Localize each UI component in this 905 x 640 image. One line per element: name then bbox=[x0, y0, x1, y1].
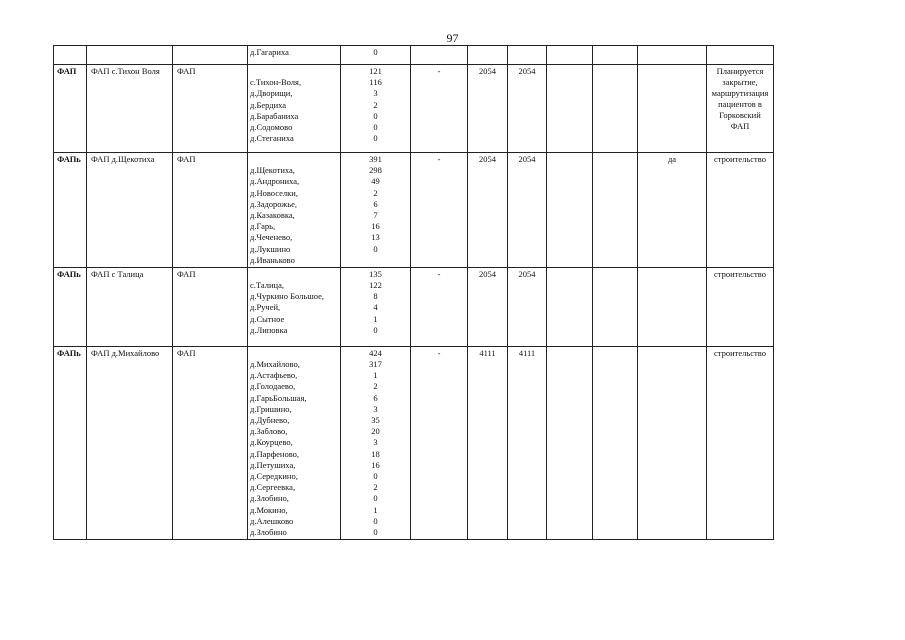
year-b-cell bbox=[508, 46, 547, 65]
dash-cell bbox=[411, 46, 468, 65]
facility-type-cell bbox=[54, 46, 87, 65]
population-value: 0 bbox=[373, 515, 378, 526]
facility-kind-cell bbox=[173, 46, 248, 65]
settlement-name: д.Коурцево, bbox=[250, 437, 293, 448]
year-a-cell: 4111 bbox=[468, 346, 508, 539]
settlement-name: д.Злобино bbox=[250, 526, 287, 537]
extra-cell bbox=[638, 267, 707, 346]
population-cell bbox=[341, 267, 411, 346]
settlement-name: д.Парфеново, bbox=[250, 448, 300, 459]
population-value: 8 bbox=[373, 291, 378, 302]
settlements-cell bbox=[248, 65, 341, 153]
settlement-name: д.Середкино, bbox=[250, 470, 298, 481]
settlement-name: д.Алешково bbox=[250, 515, 294, 526]
empty-cell bbox=[547, 346, 593, 539]
facility-name-cell bbox=[87, 46, 173, 65]
table-row bbox=[54, 267, 854, 346]
settlement-name: д.Липовка bbox=[250, 324, 288, 335]
population-value: 0 bbox=[373, 493, 378, 504]
settlement-name: д.Барабаниха bbox=[250, 110, 299, 121]
empty-cell bbox=[593, 267, 638, 346]
population-value: 317 bbox=[369, 359, 382, 370]
settlement-name: с.Талица, bbox=[250, 280, 284, 291]
facility-table bbox=[53, 45, 854, 540]
facility-kind-cell: ФАП bbox=[173, 153, 248, 268]
population-value: 2 bbox=[373, 187, 378, 198]
empty-cell bbox=[593, 346, 638, 539]
population-value: 121 bbox=[369, 66, 382, 76]
settlement-name: д.Чуркино Большое, bbox=[250, 291, 325, 302]
population-value: 0 bbox=[373, 526, 378, 537]
facility-name-cell: ФАП д.Щекотиха bbox=[87, 153, 173, 268]
dash-cell: - bbox=[411, 346, 468, 539]
settlement-name: д.Содомово bbox=[250, 121, 293, 132]
population-value: 116 bbox=[369, 77, 382, 88]
year-a-cell bbox=[468, 46, 508, 65]
table-row bbox=[54, 65, 854, 153]
year-b-cell: 2054 bbox=[508, 153, 547, 268]
settlement-name: д.Гарь, bbox=[250, 221, 276, 232]
settlement-name: д.Сытное bbox=[250, 313, 285, 324]
empty-cell bbox=[547, 267, 593, 346]
facility-kind-cell: ФАП bbox=[173, 65, 248, 153]
settlement-name: д.Астафьево, bbox=[250, 370, 298, 381]
population-value: 0 bbox=[373, 324, 378, 335]
settlement-name: д.Дубнево, bbox=[250, 415, 290, 425]
note-cell: Планируется закрытие, маршрутизация пациентов в Горковский ФАП bbox=[707, 65, 774, 153]
settlement-name: д.Ручей, bbox=[250, 302, 281, 313]
population-value: 16 bbox=[371, 459, 380, 470]
population-value: 49 bbox=[371, 176, 380, 187]
settlement-name: д.Чеченево, bbox=[250, 232, 293, 243]
dash-cell: - bbox=[411, 267, 468, 346]
population-value: 6 bbox=[373, 392, 378, 403]
settlement-name: с.Тихон-Воля, bbox=[250, 77, 302, 88]
facility-kind-cell: ФАП bbox=[173, 267, 248, 346]
page-number: 97 bbox=[446, 31, 459, 45]
settlement-name: д.Бердиха bbox=[250, 99, 287, 110]
settlement-name: д.Казаковка, bbox=[250, 209, 295, 220]
note-cell: строительство bbox=[707, 267, 774, 346]
settlement-name: д.Лукшино bbox=[250, 243, 291, 254]
year-b-cell: 2054 bbox=[508, 267, 547, 346]
population-value: 2 bbox=[373, 99, 378, 110]
population-value: 7 bbox=[373, 209, 378, 220]
settlement-name: д.Заблово, bbox=[250, 426, 288, 437]
empty-cell bbox=[547, 65, 593, 153]
population-value: 1 bbox=[373, 504, 378, 515]
population-value: 4 bbox=[373, 302, 378, 313]
table-body bbox=[54, 46, 854, 540]
extra-cell bbox=[638, 346, 707, 539]
settlement-name: д.Петушиха, bbox=[250, 459, 296, 470]
note-cell bbox=[707, 46, 774, 65]
extra-cell bbox=[638, 65, 707, 153]
settlement-name: д.ГарьБольшая, bbox=[250, 392, 307, 403]
empty-cell bbox=[593, 65, 638, 153]
population-value: 13 bbox=[371, 232, 380, 243]
settlement-name: д.Гришино, bbox=[250, 403, 292, 414]
population-value: 2 bbox=[373, 482, 378, 493]
table-row bbox=[54, 46, 854, 65]
population-value: 424 bbox=[369, 347, 382, 358]
settlement-name: д.Голодаево, bbox=[250, 381, 296, 392]
dash-cell: - bbox=[411, 65, 468, 153]
settlement-name: д.Дворищи, bbox=[250, 88, 293, 99]
population-value: 0 bbox=[373, 470, 378, 481]
population-value: 122 bbox=[369, 280, 382, 291]
population-value: 1 bbox=[373, 370, 378, 381]
settlement-name: д.Злобино, bbox=[250, 493, 289, 504]
facility-name-cell: ФАП с.Тихон Воля bbox=[87, 65, 173, 153]
population-value: 391 bbox=[369, 154, 382, 164]
empty-cell bbox=[547, 46, 593, 65]
settlement-name: д.Стеганиха bbox=[250, 133, 294, 144]
empty-cell bbox=[593, 153, 638, 268]
settlement-name: д.Мокино, bbox=[250, 504, 288, 515]
year-a-cell: 2054 bbox=[468, 65, 508, 153]
settlement-name: д.Новоселки, bbox=[250, 187, 298, 198]
settlements-cell bbox=[248, 46, 341, 65]
facility-type-cell: ФАПь bbox=[54, 346, 87, 539]
facility-type-cell: ФАПь bbox=[54, 267, 87, 346]
population-value: 2 bbox=[373, 381, 378, 392]
population-value: 0 bbox=[373, 110, 378, 121]
population-cell bbox=[341, 153, 411, 268]
population-value: 3 bbox=[373, 403, 378, 414]
population-value: 18 bbox=[371, 448, 380, 459]
population-value: 6 bbox=[373, 198, 378, 209]
settlements-cell bbox=[248, 267, 341, 346]
population-value: 298 bbox=[369, 165, 382, 176]
facility-type-cell: ФАП bbox=[54, 65, 87, 153]
facility-kind-cell: ФАП bbox=[173, 346, 248, 539]
note-cell: строительство bbox=[707, 346, 774, 539]
population-value: 35 bbox=[371, 415, 380, 425]
settlement-name: д.Андрониха, bbox=[250, 176, 300, 187]
table-row bbox=[54, 153, 854, 268]
settlement-name: д.Щекотиха, bbox=[250, 165, 295, 176]
facility-name-cell: ФАП с Талица bbox=[87, 267, 173, 346]
population-value: 1 bbox=[373, 313, 378, 324]
settlement-name: д.Иваньково bbox=[250, 254, 295, 265]
year-a-cell: 2054 bbox=[468, 267, 508, 346]
population-value: 3 bbox=[373, 88, 378, 99]
empty-cell bbox=[593, 46, 638, 65]
note-cell: строительство bbox=[707, 153, 774, 268]
population-value: 16 bbox=[371, 221, 380, 232]
extra-cell bbox=[638, 46, 707, 65]
settlement-name: д.Михайлово, bbox=[250, 359, 300, 370]
dash-cell: - bbox=[411, 153, 468, 268]
population-cell bbox=[341, 346, 411, 539]
population-value: 0 bbox=[373, 47, 378, 57]
extra-cell: да bbox=[638, 153, 707, 268]
facility-name-cell: ФАП д.Михайлово bbox=[87, 346, 173, 539]
population-value: 135 bbox=[369, 268, 382, 279]
facility-type-cell: ФАПь bbox=[54, 153, 87, 268]
population-value: 0 bbox=[373, 121, 378, 132]
population-value: 0 bbox=[373, 243, 378, 254]
population-value: 3 bbox=[373, 437, 378, 448]
table-row bbox=[54, 346, 854, 539]
settlements-cell bbox=[248, 153, 341, 268]
year-b-cell: 4111 bbox=[508, 346, 547, 539]
year-a-cell: 2054 bbox=[468, 153, 508, 268]
population-cell bbox=[341, 65, 411, 153]
settlement-name: д.Сергеевка, bbox=[250, 482, 296, 493]
population-value: 20 bbox=[371, 426, 380, 437]
settlements-cell bbox=[248, 346, 341, 539]
population-value: 0 bbox=[373, 133, 378, 144]
population-cell bbox=[341, 46, 411, 65]
settlement-name: д.Гагариха bbox=[250, 47, 289, 57]
year-b-cell: 2054 bbox=[508, 65, 547, 153]
settlement-name: д.Задорожье, bbox=[250, 198, 297, 209]
empty-cell bbox=[547, 153, 593, 268]
